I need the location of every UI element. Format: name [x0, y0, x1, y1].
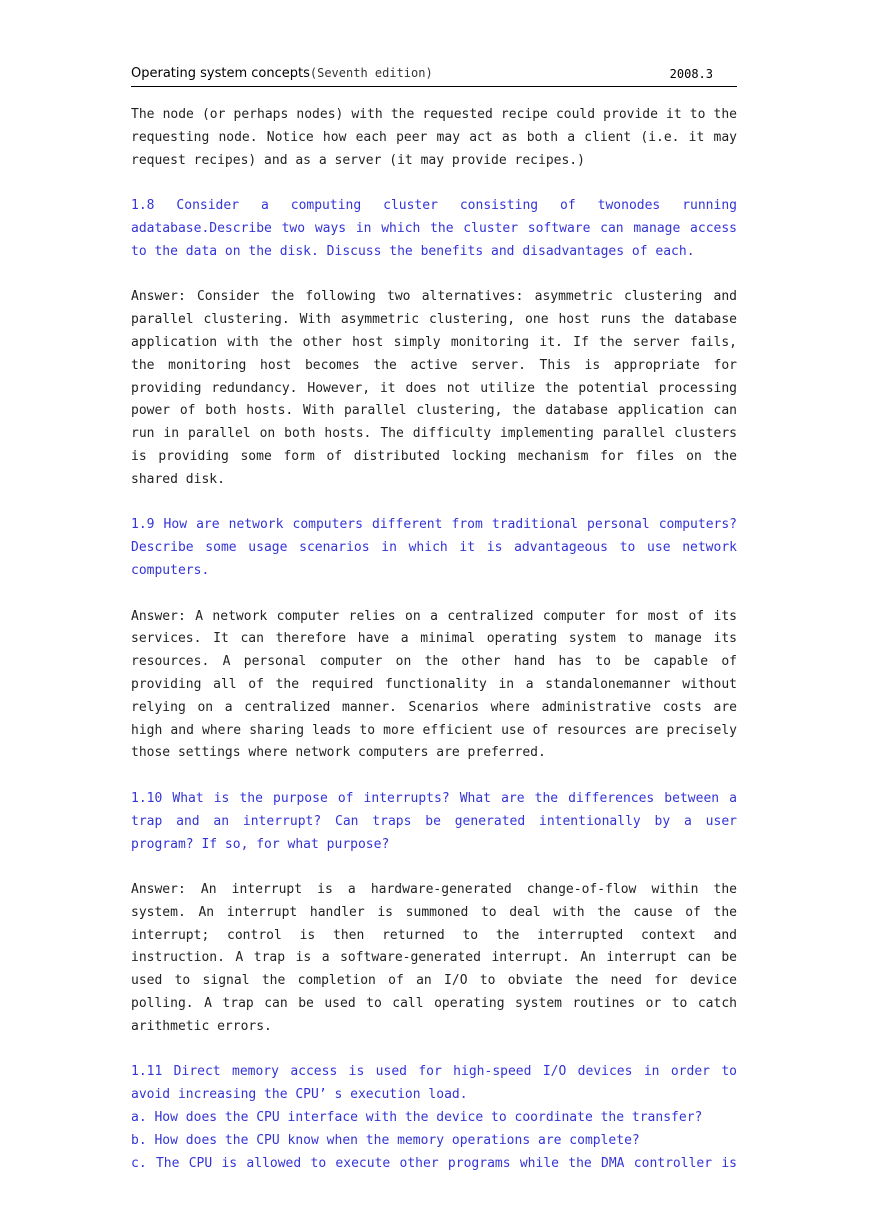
question-1-11-item-b: b. How does the CPU know when the memory operations are complete?: [131, 1132, 640, 1148]
answer-1-10: Answer: An interrupt is a hardware-generated change-of-flow within the system. An interrupt handler is summoned to deal with the cause of the interrupt; control is then returned to the interrupted context and instruction. A trap is a software-generated interrupt. An interrupt can be used to signal the completion of an I/O to obviate the need for device polling. A trap can be used to call operating system routines or to catch arithmetic errors.: [131, 882, 737, 1034]
question-1-9: 1.9 How are network computers different from traditional personal computers? Describe some usage scenarios in which it is advantageous to use network computers.: [131, 517, 737, 578]
page-body: [131, 104, 737, 1175]
header-title: [131, 66, 433, 81]
book-edition: (Seventh edition): [309, 66, 433, 80]
question-1-8: 1.8 Consider a computing cluster consisting of twonodes running adatabase.Describe two ways in which the cluster software can manage access to the data on the disk. Discuss the benefits and disadvantages of each.: [131, 198, 737, 259]
header-date: 2008.3: [669, 67, 713, 81]
answer-1-9: Answer: A network computer relies on a centralized computer for most of its services. It can therefore have a minimal operating system to manage its resources. A personal computer on the other hand has to be capable of providing all of the required functionality in a standalonemanner without relying on a centralized manner. Scenarios where administrative costs are high and where sharing leads to more efficient use of resources are precisely those settings where network computers are preferred.: [131, 608, 737, 761]
answer-paragraph: The node (or perhaps nodes) with the requested recipe could provide it to the requesting node. Notice how each peer may act as both a client (i.e. it may request recipes) and as a server (it may provide recipes.): [131, 107, 737, 168]
page-header: [131, 64, 737, 87]
question-1-11: 1.11 Direct memory access is used for high-speed I/O devices in order to avoid increasing the CPU’ s execution load.: [131, 1064, 737, 1103]
question-1-11-item-c: c. The CPU is allowed to execute other programs while the DMA controller is: [131, 1155, 737, 1171]
question-1-10: 1.10 What is the purpose of interrupts? What are the differences between a trap and an interrupt? Can traps be generated intentionally by a user program? If so, for what purpose?: [131, 790, 737, 852]
answer-1-8: Answer: Consider the following two alternatives: asymmetric clustering and parallel clustering. With asymmetric clustering, one host runs the database application with the other host simply monitoring it. If the server fails, the monitoring host becomes the active server. This is appropriate for providing redundancy. However, it does not utilize the potential processing power of both hosts. With parallel clustering, the database application can run in parallel on both hosts. The difficulty implementing parallel clusters is providing some form of distributed locking mechanism for files on the shared disk.: [131, 289, 737, 487]
question-1-11-item-a: a. How does the CPU interface with the device to coordinate the transfer?: [131, 1110, 703, 1126]
book-title: Operating system concepts: [131, 66, 310, 81]
